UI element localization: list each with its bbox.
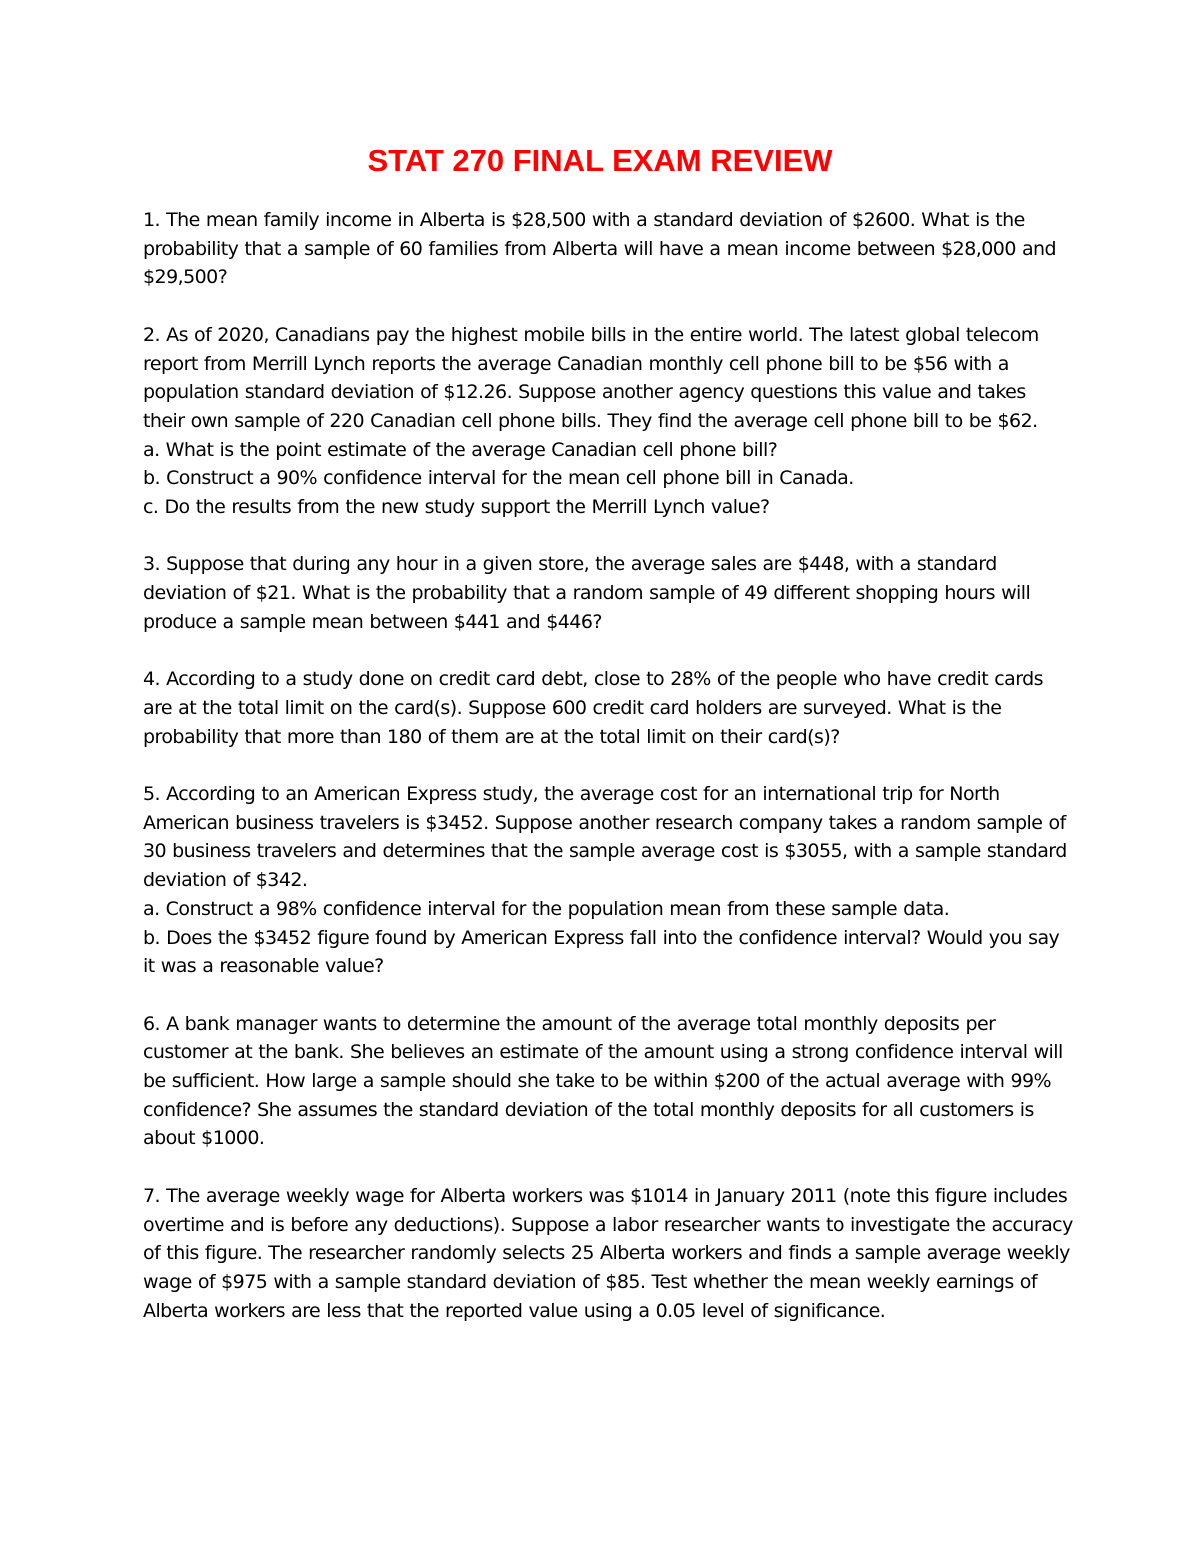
question-3 <box>143 550 1073 636</box>
question-part: b. Construct a 90% confidence interval for the mean cell phone bill in Canada. <box>143 467 854 490</box>
question-text: 3. Suppose that during any hour in a given store, the average sales are $448, with a standard deviation of $21. What is the probability that a random sample of 49 different shopping hours will produce a sample mean between $441 and $446? <box>143 553 1031 633</box>
question-list <box>143 206 1073 1354</box>
question-text: 6. A bank manager wants to determine the amount of the average total monthly deposits per customer at the bank. She believes an estimate of the amount using a strong confidence interval will be sufficient. How large a sample should she take to be within $200 of the actual average with 99% confidence? She assumes the standard deviation of the total monthly deposits for all customers is about $1000. <box>143 1012 1063 1150</box>
question-2 <box>143 321 1073 522</box>
question-part: b. Does the $3452 figure found by American Express fall into the confidence interval? Would you say it was a reasonable value? <box>143 926 1060 978</box>
question-7 <box>143 1182 1073 1326</box>
question-text: 5. According to an American Express study, the average cost for an international trip for North American business travelers is $3452. Suppose another research company takes a random sample of 30 business travelers and determines that the sample average cost is $3055, with a sample standard deviation of $342. <box>143 783 1067 892</box>
question-4 <box>143 665 1073 751</box>
question-text: 1. The mean family income in Alberta is $28,500 with a standard deviation of $2600. What is the probability that a sample of 60 families from Alberta will have a mean income between $28,000 and $29,500? <box>143 209 1057 289</box>
question-part: a. What is the point estimate of the average Canadian cell phone bill? <box>143 438 778 461</box>
question-part: c. Do the results from the new study support the Merrill Lynch value? <box>143 496 770 519</box>
question-part: a. Construct a 98% confidence interval for the population mean from these sample data. <box>143 897 950 920</box>
page-title: STAT 270 FINAL EXAM REVIEW <box>367 143 833 178</box>
question-1 <box>143 206 1073 292</box>
question-text: 7. The average weekly wage for Alberta workers was $1014 in January 2011 (note this figure includes overtime and is before any deductions). Suppose a labor researcher wants to investigate the accuracy of this figure. The researcher randomly selects 25 Alberta workers and finds a sample average weekly wage of $975 with a sample standard deviation of $85. Test whether the mean weekly earnings of Alberta workers are less that the reported value using a 0.05 level of significance. <box>143 1184 1073 1322</box>
question-5 <box>143 780 1073 981</box>
question-text: 2. As of 2020, Canadians pay the highest mobile bills in the entire world. The latest global telecom report from Merrill Lynch reports the average Canadian monthly cell phone bill to be $56 with a population standard deviation of $12.26. Suppose another agency questions this value and takes their own sample of 220 Canadian cell phone bills. They find the average cell phone bill to be $62. <box>143 323 1039 432</box>
question-text: 4. According to a study done on credit card debt, close to 28% of the people who have credit cards are at the total limit on the card(s). Suppose 600 credit card holders are surveyed. What is the probability that more than 180 of them are at the total limit on their card(s)? <box>143 668 1044 748</box>
question-6 <box>143 1010 1073 1154</box>
